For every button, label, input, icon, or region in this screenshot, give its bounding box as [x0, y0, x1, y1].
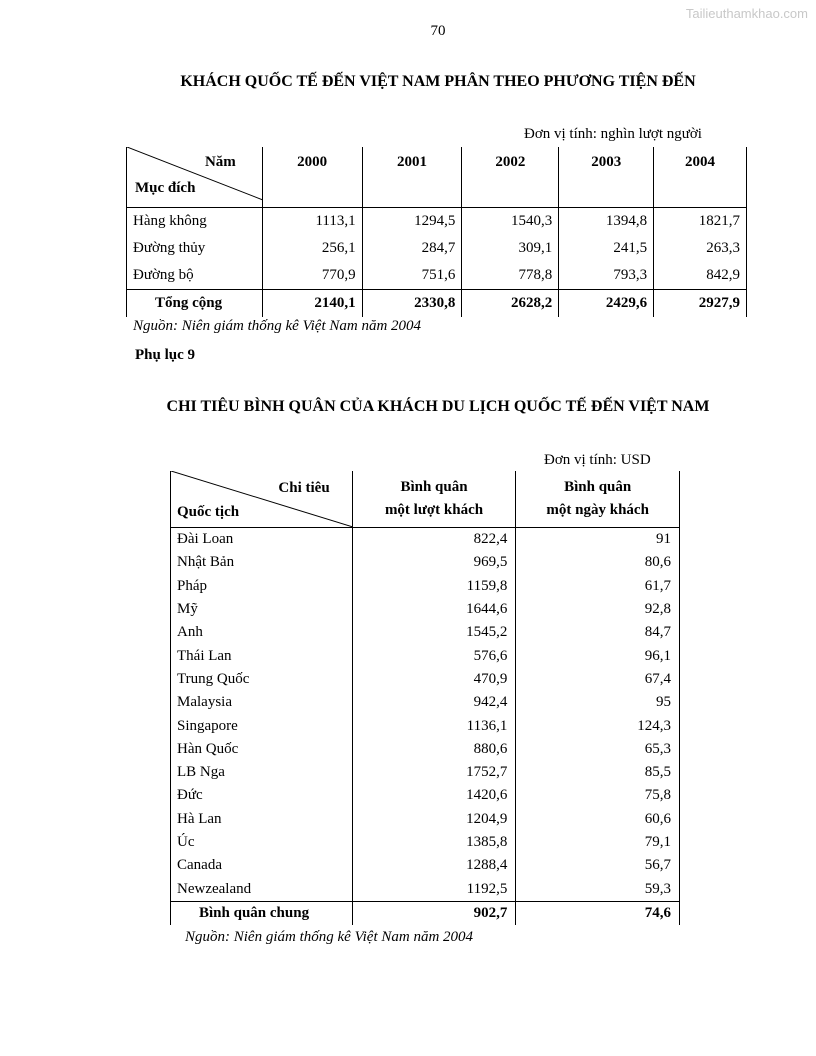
table-row	[127, 235, 747, 262]
cell: 2927,9	[654, 290, 747, 318]
cell: 1752,7	[352, 761, 516, 784]
cell: 1113,1	[262, 208, 362, 236]
cell: 793,3	[559, 262, 654, 290]
table2-unit: Đơn vị tính: USD	[544, 452, 651, 468]
cell: 79,1	[516, 831, 680, 854]
cell: 902,7	[352, 901, 516, 925]
cell: 1204,9	[352, 808, 516, 831]
cell: 124,3	[516, 714, 680, 737]
cell: 241,5	[559, 235, 654, 262]
cell: 470,9	[352, 668, 516, 691]
table1-corner-header	[127, 147, 263, 208]
table-row	[127, 208, 747, 236]
year-2001-header: 2001	[362, 147, 462, 208]
cell: 75,8	[516, 784, 680, 807]
nationality-header: Quốc tịch	[177, 504, 240, 520]
cell: 1545,2	[352, 621, 516, 644]
cell: 1394,8	[559, 208, 654, 236]
table1-unit: Đơn vị tính: nghìn lượt người	[524, 126, 702, 142]
row-label: Canada	[171, 854, 353, 877]
year-2004-header: 2004	[654, 147, 747, 208]
cell: 67,4	[516, 668, 680, 691]
cell: 95	[516, 691, 680, 714]
table-row	[171, 761, 680, 784]
cell: 263,3	[654, 235, 747, 262]
row-label: Malaysia	[171, 691, 353, 714]
year-header: Năm	[204, 154, 236, 170]
row-label: Pháp	[171, 575, 353, 598]
total-label: Tổng cộng	[127, 290, 263, 318]
cell: 96,1	[516, 644, 680, 667]
cell: 84,7	[516, 621, 680, 644]
cell: 751,6	[362, 262, 462, 290]
table-row	[171, 714, 680, 737]
table-row	[171, 644, 680, 667]
table-row	[171, 854, 680, 877]
cell: 1644,6	[352, 598, 516, 621]
cell: 91	[516, 528, 680, 552]
appendix-label: Phụ lục 9	[135, 347, 196, 363]
cell: 92,8	[516, 598, 680, 621]
row-label: Hà Lan	[171, 808, 353, 831]
cell: 1821,7	[654, 208, 747, 236]
per-trip-header-line1: Bình quân	[400, 479, 468, 495]
per-day-header-line2: một ngày khách	[546, 502, 649, 518]
purpose-header: Mục đích	[135, 180, 196, 196]
table2-corner-header	[171, 471, 353, 528]
table2-source: Nguồn: Niên giám thống kê Việt Nam năm 2004	[185, 929, 474, 945]
cell: 284,7	[362, 235, 462, 262]
row-label: Thái Lan	[171, 644, 353, 667]
cell: 778,8	[462, 262, 559, 290]
cell: 56,7	[516, 854, 680, 877]
table-row	[171, 877, 680, 901]
total-row	[127, 290, 747, 318]
total-label: Bình quân chung	[171, 901, 353, 925]
cell: 256,1	[262, 235, 362, 262]
cell: 969,5	[352, 551, 516, 574]
cell: 2140,1	[262, 290, 362, 318]
year-2002-header: 2002	[462, 147, 559, 208]
row-label: Hàn Quốc	[171, 738, 353, 761]
year-2003-header: 2003	[559, 147, 654, 208]
diagonal-line	[127, 147, 263, 207]
cell: 1159,8	[352, 575, 516, 598]
page-number: 70	[430, 23, 446, 39]
row-label: Đường bộ	[127, 262, 263, 290]
cell: 770,9	[262, 262, 362, 290]
table-row	[171, 528, 680, 552]
table-row	[171, 598, 680, 621]
total-row	[171, 901, 680, 925]
row-label: Đức	[171, 784, 353, 807]
per-trip-header	[352, 471, 516, 528]
per-day-header	[516, 471, 680, 528]
watermark: Tailieuthamkhao.com	[685, 6, 808, 21]
cell: 1294,5	[362, 208, 462, 236]
row-label: Úc	[171, 831, 353, 854]
cell: 309,1	[462, 235, 559, 262]
cell: 1540,3	[462, 208, 559, 236]
table-row	[171, 808, 680, 831]
cell: 59,3	[516, 877, 680, 901]
table-row	[171, 575, 680, 598]
cell: 1420,6	[352, 784, 516, 807]
cell: 942,4	[352, 691, 516, 714]
spending-header: Chi tiêu	[278, 480, 330, 496]
row-label: Singapore	[171, 714, 353, 737]
table-row	[171, 668, 680, 691]
row-label: Hàng không	[127, 208, 263, 236]
table-row	[171, 621, 680, 644]
row-label: Đài Loan	[171, 528, 353, 552]
cell: 2330,8	[362, 290, 462, 318]
cell: 842,9	[654, 262, 747, 290]
table2-title: CHI TIÊU BÌNH QUÂN CỦA KHÁCH DU LỊCH QUỐC TẾ ĐẾN VIỆT NAM	[166, 398, 710, 415]
cell: 61,7	[516, 575, 680, 598]
table1-title: KHÁCH QUỐC TẾ ĐẾN VIỆT NAM PHÂN THEO PHƯƠNG TIỆN ĐẾN	[180, 73, 696, 90]
table-row	[171, 691, 680, 714]
year-2000-header: 2000	[262, 147, 362, 208]
cell: 60,6	[516, 808, 680, 831]
row-label: Newzealand	[171, 877, 353, 901]
cell: 1192,5	[352, 877, 516, 901]
cell: 576,6	[352, 644, 516, 667]
per-day-header-line1: Bình quân	[564, 479, 632, 495]
table-row	[127, 262, 747, 290]
transport-table	[126, 147, 747, 317]
cell: 2429,6	[559, 290, 654, 318]
cell: 880,6	[352, 738, 516, 761]
table1-source: Nguồn: Niên giám thống kê Việt Nam năm 2004	[133, 318, 422, 334]
cell: 2628,2	[462, 290, 559, 318]
spending-table	[170, 471, 680, 925]
table-row	[171, 831, 680, 854]
table-row	[171, 738, 680, 761]
cell: 1136,1	[352, 714, 516, 737]
cell: 65,3	[516, 738, 680, 761]
cell: 85,5	[516, 761, 680, 784]
row-label: Đường thủy	[127, 235, 263, 262]
table-row	[171, 784, 680, 807]
cell: 80,6	[516, 551, 680, 574]
cell: 1288,4	[352, 854, 516, 877]
cell: 1385,8	[352, 831, 516, 854]
row-label: Anh	[171, 621, 353, 644]
cell: 822,4	[352, 528, 516, 552]
table-row	[171, 551, 680, 574]
per-trip-header-line2: một lượt khách	[384, 502, 484, 518]
row-label: LB Nga	[171, 761, 353, 784]
cell: 74,6	[516, 901, 680, 925]
row-label: Trung Quốc	[171, 668, 353, 691]
row-label: Mỹ	[171, 598, 353, 621]
row-label: Nhật Bản	[171, 551, 353, 574]
